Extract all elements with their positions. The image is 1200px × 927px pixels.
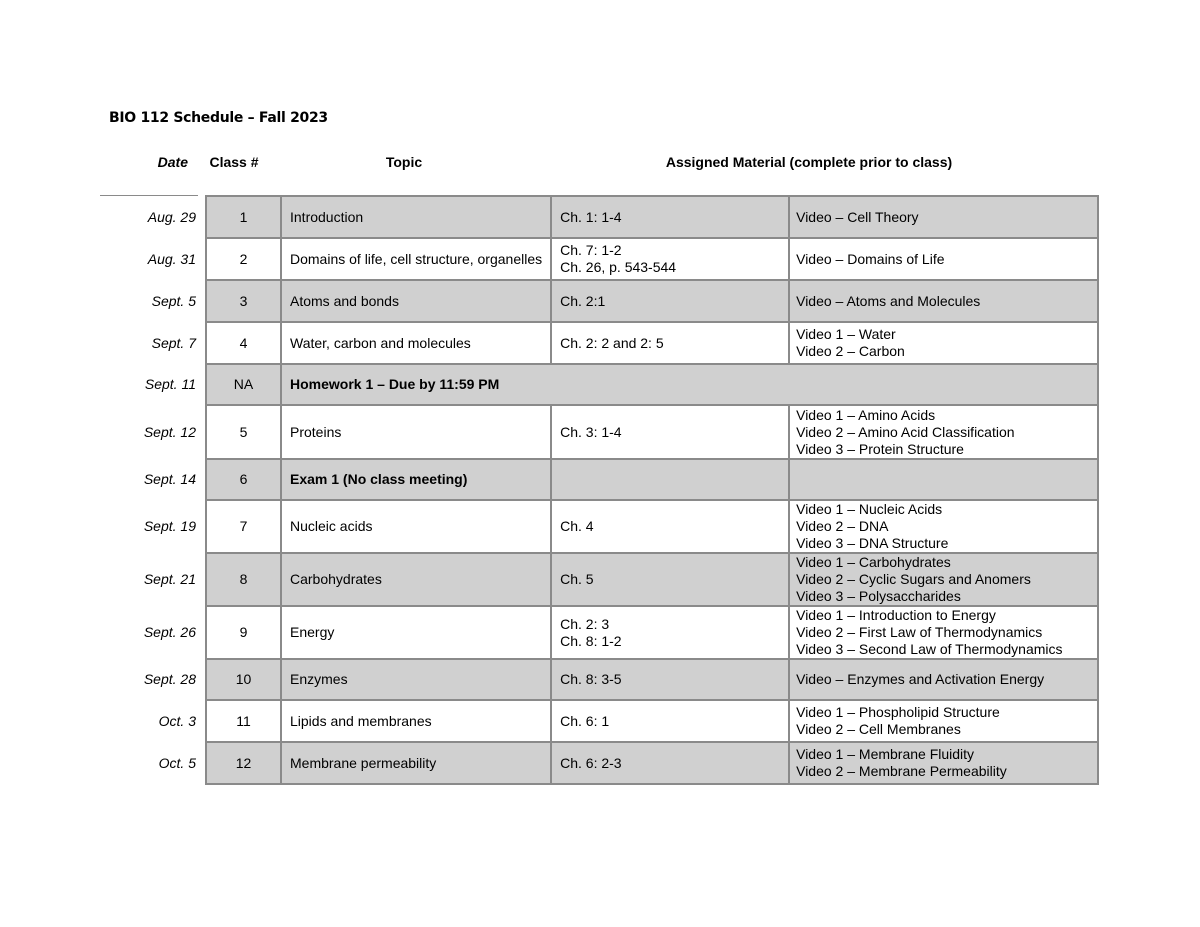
row-date: Sept. 11 <box>100 364 206 405</box>
schedule-row <box>100 405 1098 459</box>
row-date: Sept. 5 <box>100 280 206 322</box>
row-media <box>789 742 1098 784</box>
video-line: Video 1 – Amino Acids <box>796 406 936 423</box>
schedule-row <box>100 553 1098 606</box>
row-topic: Carbohydrates <box>281 553 551 606</box>
reading-line: Ch. 8: 3-5 <box>560 671 622 687</box>
video-line: Video 3 – Polysaccharides <box>796 588 961 604</box>
row-media <box>789 700 1098 742</box>
video-line: Video 2 – Cyclic Sugars and Anomers <box>796 571 1031 587</box>
row-class-number: 10 <box>206 659 281 700</box>
row-topic: Homework 1 – Due by 11:59 PM <box>281 364 1098 405</box>
header-date: Date <box>157 154 188 170</box>
schedule-row <box>100 659 1098 700</box>
row-media <box>789 659 1098 700</box>
video-line: Video 1 – Introduction to Energy <box>796 607 996 623</box>
row-topic: Atoms and bonds <box>281 280 551 322</box>
row-topic: Proteins <box>281 405 551 459</box>
row-class-number: 4 <box>206 322 281 364</box>
video-line: Video 3 – DNA Structure <box>796 535 949 551</box>
header-class-number: Class # <box>209 154 259 170</box>
row-reading <box>551 500 789 553</box>
schedule-row <box>100 322 1098 364</box>
row-date: Aug. 31 <box>100 238 206 280</box>
reading-line: Ch. 5 <box>560 571 594 587</box>
reading-line: Ch. 26, p. 543-544 <box>560 259 677 275</box>
row-date: Aug. 29 <box>100 196 206 238</box>
reading-line: Ch. 2: 2 and 2: 5 <box>560 334 664 351</box>
video-line: Video – Cell Theory <box>796 208 919 225</box>
row-reading <box>551 553 789 606</box>
row-topic: Exam 1 (No class meeting) <box>281 459 551 500</box>
schedule-table <box>100 195 1099 785</box>
row-reading <box>551 405 789 459</box>
video-line: Video 2 – Cell Membranes <box>796 721 961 737</box>
row-reading <box>551 280 789 322</box>
reading-line: Ch. 8: 1-2 <box>560 632 622 649</box>
row-reading <box>551 238 789 280</box>
row-media <box>789 280 1098 322</box>
row-class-number: 11 <box>206 700 281 742</box>
row-class-number: 8 <box>206 553 281 606</box>
row-date: Sept. 12 <box>100 405 206 459</box>
row-media <box>789 238 1098 280</box>
row-topic: Enzymes <box>281 659 551 700</box>
schedule-row <box>100 238 1098 280</box>
reading-line: Ch. 1: 1-4 <box>560 208 622 225</box>
video-line: Video 3 – Protein Structure <box>796 440 964 457</box>
row-reading <box>551 196 789 238</box>
row-topic: Membrane permeability <box>281 742 551 784</box>
row-date: Sept. 14 <box>100 459 206 500</box>
row-reading <box>551 606 789 659</box>
row-media <box>789 405 1098 459</box>
row-topic: Lipids and membranes <box>281 700 551 742</box>
reading-line: Ch. 7: 1-2 <box>560 242 622 258</box>
video-line: Video 2 – Carbon <box>796 343 905 359</box>
row-date: Sept. 19 <box>100 500 206 553</box>
reading-line: Ch. 6: 2-3 <box>560 754 622 771</box>
video-line: Video 1 – Membrane Fluidity <box>796 746 975 762</box>
video-line: Video 1 – Carbohydrates <box>796 554 951 570</box>
row-class-number: 7 <box>206 500 281 553</box>
header-topic: Topic <box>385 154 423 170</box>
reading-line: Ch. 2: 3 <box>560 615 610 632</box>
reading-line: Ch. 2:1 <box>560 292 606 309</box>
schedule-body <box>100 196 1098 784</box>
schedule-row <box>100 364 1098 405</box>
row-reading <box>551 742 789 784</box>
row-topic: Domains of life, cell structure, organelles <box>281 238 551 280</box>
video-line: Video 1 – Water <box>796 326 896 342</box>
schedule-row <box>100 196 1098 238</box>
row-class-number: NA <box>206 364 281 405</box>
row-media <box>789 606 1098 659</box>
schedule-row <box>100 459 1098 500</box>
row-topic: Energy <box>281 606 551 659</box>
schedule-row <box>100 280 1098 322</box>
video-line: Video 2 – DNA <box>796 518 889 534</box>
row-media <box>789 196 1098 238</box>
header-assigned-material: Assigned Material (complete prior to class) <box>665 154 953 170</box>
page-title: BIO 112 Schedule – Fall 2023 <box>109 110 328 126</box>
row-class-number: 5 <box>206 405 281 459</box>
row-class-number: 1 <box>206 196 281 238</box>
video-line: Video 3 – Second Law of Thermodynamics <box>796 641 1063 657</box>
video-line: Video – Domains of Life <box>796 250 945 267</box>
reading-line: Ch. 3: 1-4 <box>560 423 622 440</box>
reading-line: Ch. 4 <box>560 518 594 534</box>
video-line: Video – Atoms and Molecules <box>796 292 981 309</box>
video-line: Video 2 – First Law of Thermodynamics <box>796 624 1043 640</box>
row-date: Sept. 28 <box>100 659 206 700</box>
row-topic: Nucleic acids <box>281 500 551 553</box>
row-topic: Introduction <box>281 196 551 238</box>
row-topic: Water, carbon and molecules <box>281 322 551 364</box>
row-reading <box>551 700 789 742</box>
row-media <box>789 553 1098 606</box>
video-line: Video 1 – Nucleic Acids <box>796 501 943 517</box>
row-class-number: 9 <box>206 606 281 659</box>
schedule-row <box>100 500 1098 553</box>
row-media <box>789 500 1098 553</box>
row-class-number: 2 <box>206 238 281 280</box>
row-date: Oct. 5 <box>100 742 206 784</box>
row-class-number: 3 <box>206 280 281 322</box>
row-date: Sept. 7 <box>100 322 206 364</box>
row-date: Sept. 21 <box>100 553 206 606</box>
row-reading <box>551 659 789 700</box>
row-reading <box>551 322 789 364</box>
row-class-number: 6 <box>206 459 281 500</box>
video-line: Video 2 – Membrane Permeability <box>796 763 1007 779</box>
schedule-row <box>100 742 1098 784</box>
video-line: Video – Enzymes and Activation Energy <box>796 671 1045 687</box>
row-date: Oct. 3 <box>100 700 206 742</box>
schedule-row <box>100 606 1098 659</box>
row-class-number: 12 <box>206 742 281 784</box>
row-date: Sept. 26 <box>100 606 206 659</box>
video-line: Video 1 – Phospholipid Structure <box>796 704 1000 720</box>
reading-line: Ch. 6: 1 <box>560 712 610 729</box>
row-reading <box>551 459 789 500</box>
video-line: Video 2 – Amino Acid Classification <box>796 423 1015 440</box>
row-media <box>789 322 1098 364</box>
schedule-row <box>100 700 1098 742</box>
row-media <box>789 459 1098 500</box>
